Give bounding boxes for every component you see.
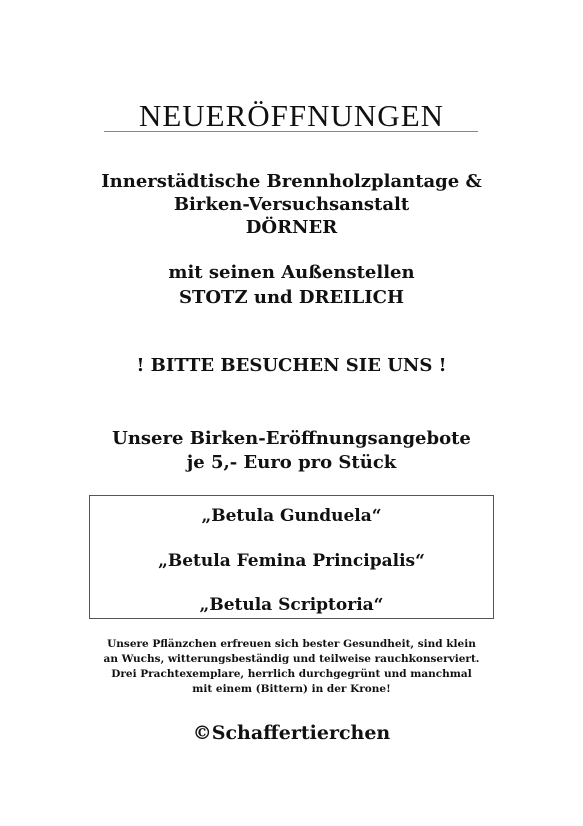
company-name: DÖRNER — [245, 217, 338, 238]
description-line: mit einem (Bittern) in der Krone! — [192, 683, 391, 695]
page-title: NEUERÖFFNUNGEN — [138, 98, 445, 133]
offer-price: je 5,- Euro pro Stück — [186, 452, 397, 473]
intro-line-2: Birken-Versuchsanstalt — [173, 194, 410, 215]
copyright-signature: ©Schaffertierchen — [192, 722, 391, 744]
offer-box — [89, 495, 494, 619]
offer-heading: Unsere Birken-Eröffnungsangebote — [112, 428, 471, 449]
offer-item: „Betula Femina Principalis“ — [158, 551, 425, 571]
call-to-action: ! BITTE BESUCHEN SIE UNS ! — [136, 355, 447, 376]
offer-item: „Betula Scriptoria“ — [199, 595, 384, 615]
intro-line-1: Innerstädtische Brennholzplantage & — [101, 171, 482, 192]
branch-names: STOTZ und DREILICH — [178, 287, 405, 308]
description-line: Unsere Pflänzchen erfreuen sich bester Gesundheit, sind klein — [107, 638, 476, 650]
branch-line-1: mit seinen Außenstellen — [168, 262, 415, 283]
description-line: an Wuchs, witterungsbeständig und teilweise rauchkonserviert. — [103, 653, 480, 665]
description-line: Drei Prachtexemplare, herrlich durchgegrünt und manchmal — [111, 668, 472, 680]
offer-item: „Betula Gunduela“ — [201, 506, 382, 526]
title-underline — [104, 131, 478, 132]
